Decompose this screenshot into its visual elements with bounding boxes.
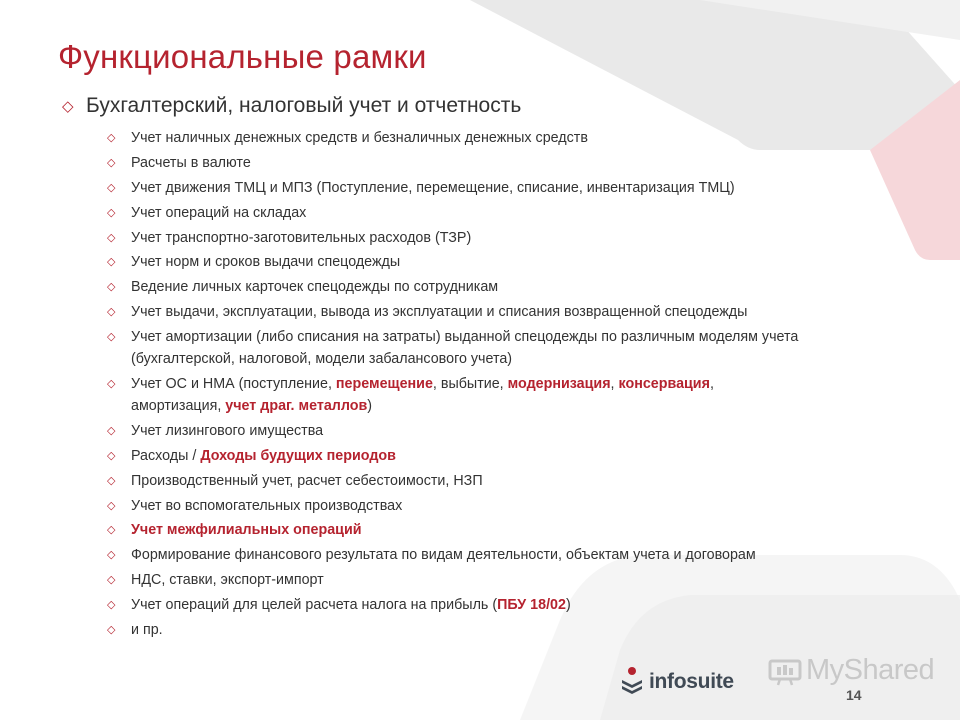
highlight-text: Учет межфилиальных операций: [131, 522, 362, 539]
list-item-text: Учет движения ТМЦ и МПЗ (Поступление, перемещение, списание, инвентаризация ТМЦ): [131, 179, 735, 196]
infosuite-logo-text: infosuite: [649, 670, 734, 693]
list-item: [107, 544, 837, 566]
highlight-text: консервация: [618, 376, 710, 393]
list-item-text: Ведение личных карточек спецодежды по сотрудникам: [131, 279, 499, 296]
list-item: [107, 594, 837, 616]
infosuite-logo-icon: [620, 666, 644, 698]
list-item-text: Учет норм и сроков выдачи спецодежды: [131, 254, 401, 271]
diamond-bullet-icon: ◇: [107, 574, 116, 587]
list-item-text: НДС, ставки, экспорт-импорт: [131, 572, 324, 589]
diamond-bullet-icon: ◇: [107, 499, 116, 512]
list-item: [107, 276, 837, 298]
page-number: 14: [846, 687, 862, 703]
list-item: [107, 251, 837, 273]
list-item: [107, 519, 837, 541]
diamond-bullet-icon: ◇: [107, 231, 116, 244]
list-item: [107, 152, 837, 174]
slide-title: Функциональные рамки: [58, 38, 427, 75]
diamond-bullet-icon: ◇: [62, 98, 74, 115]
myshared-logo-icon: [768, 656, 802, 686]
highlight-text: модернизация: [507, 376, 611, 393]
list-item-text: Учет во вспомогательных производствах: [131, 497, 403, 514]
list-item: [107, 470, 837, 492]
text-part: ,: [709, 376, 714, 393]
diamond-bullet-icon: ◇: [107, 599, 116, 612]
diamond-bullet-icon: ◇: [107, 306, 116, 319]
text-part: ): [565, 597, 571, 614]
list-item-text-line1: [131, 373, 837, 395]
diamond-bullet-icon: ◇: [107, 624, 116, 637]
diamond-bullet-icon: ◇: [107, 281, 116, 294]
list-item-text: Учет транспортно-заготовительных расходов (ТЗР): [131, 229, 472, 246]
text-part: ,: [610, 376, 619, 393]
diamond-bullet-icon: ◇: [107, 331, 116, 344]
list-item-text: Расчеты в валюте: [131, 154, 251, 171]
diamond-bullet-icon: ◇: [107, 524, 116, 537]
highlight-text: перемещение: [335, 376, 433, 393]
diamond-bullet-icon: ◇: [107, 132, 116, 144]
text-part: ): [367, 398, 373, 415]
list-item-text-line2: (бухгалтерской, налоговой, модели забалансового учета): [131, 351, 513, 368]
list-item: [107, 326, 837, 370]
list-item: [107, 569, 837, 591]
list-item-text: Учет лизингового имущества: [131, 422, 324, 439]
list-item-text: Производственный учет, расчет себестоимости, НЗП: [131, 472, 483, 489]
myshared-watermark: [768, 654, 934, 687]
diamond-bullet-icon: ◇: [107, 206, 116, 219]
diamond-bullet-icon: ◇: [107, 378, 116, 391]
highlight-text: Доходы будущих периодов: [200, 447, 396, 464]
diamond-bullet-icon: ◇: [107, 156, 116, 169]
diamond-bullet-icon: ◇: [107, 256, 116, 269]
text-part: Учет ОС и НМА (поступление,: [131, 376, 336, 393]
list-item: [107, 227, 837, 249]
list-item-text: Учет операций на складах: [131, 204, 307, 221]
list-item: [107, 373, 837, 417]
list-item: [107, 619, 837, 641]
diamond-bullet-icon: ◇: [107, 449, 116, 462]
highlight-text: учет драг. металлов: [225, 398, 368, 415]
highlight-text: ПБУ 18/02: [497, 597, 566, 614]
list-item-text: Формирование финансового результата по видам деятельности, объектам учета и договорам: [131, 547, 756, 564]
list-item-text: Учет наличных денежных средств и безналичных денежных средств: [131, 130, 588, 146]
diamond-bullet-icon: ◇: [107, 181, 116, 194]
list-item: [107, 202, 837, 224]
list-item-text: Учет выдачи, эксплуатации, вывода из эксплуатации и списания возвращенной спецодежды: [131, 304, 748, 321]
list-item-text-line1: Учет амортизации (либо списания на затраты) выданной спецодежды по различным моделям учета: [131, 329, 799, 346]
bullet-list: [107, 127, 837, 644]
text-part: , выбытие,: [432, 376, 508, 393]
list-item: [107, 177, 837, 199]
list-item-text-line2: [131, 395, 837, 417]
list-item: [107, 127, 837, 149]
level1-text: Бухгалтерский, налоговый учет и отчетность: [86, 94, 522, 117]
list-item: [107, 495, 837, 517]
diamond-bullet-icon: ◇: [107, 549, 116, 562]
list-item: [107, 420, 837, 442]
infosuite-logo: [620, 666, 734, 698]
list-item-text: и пр.: [131, 622, 163, 639]
text-part: амортизация,: [131, 398, 226, 415]
text-part: Расходы /: [131, 447, 201, 464]
myshared-logo-text: MyShared: [806, 654, 935, 686]
diamond-bullet-icon: ◇: [107, 474, 116, 487]
list-item: [107, 301, 837, 323]
level1-bullet-item: [62, 94, 521, 118]
text-part: Учет операций для целей расчета налога на прибыль (: [131, 597, 498, 614]
diamond-bullet-icon: ◇: [107, 424, 116, 437]
list-item: [107, 445, 837, 467]
